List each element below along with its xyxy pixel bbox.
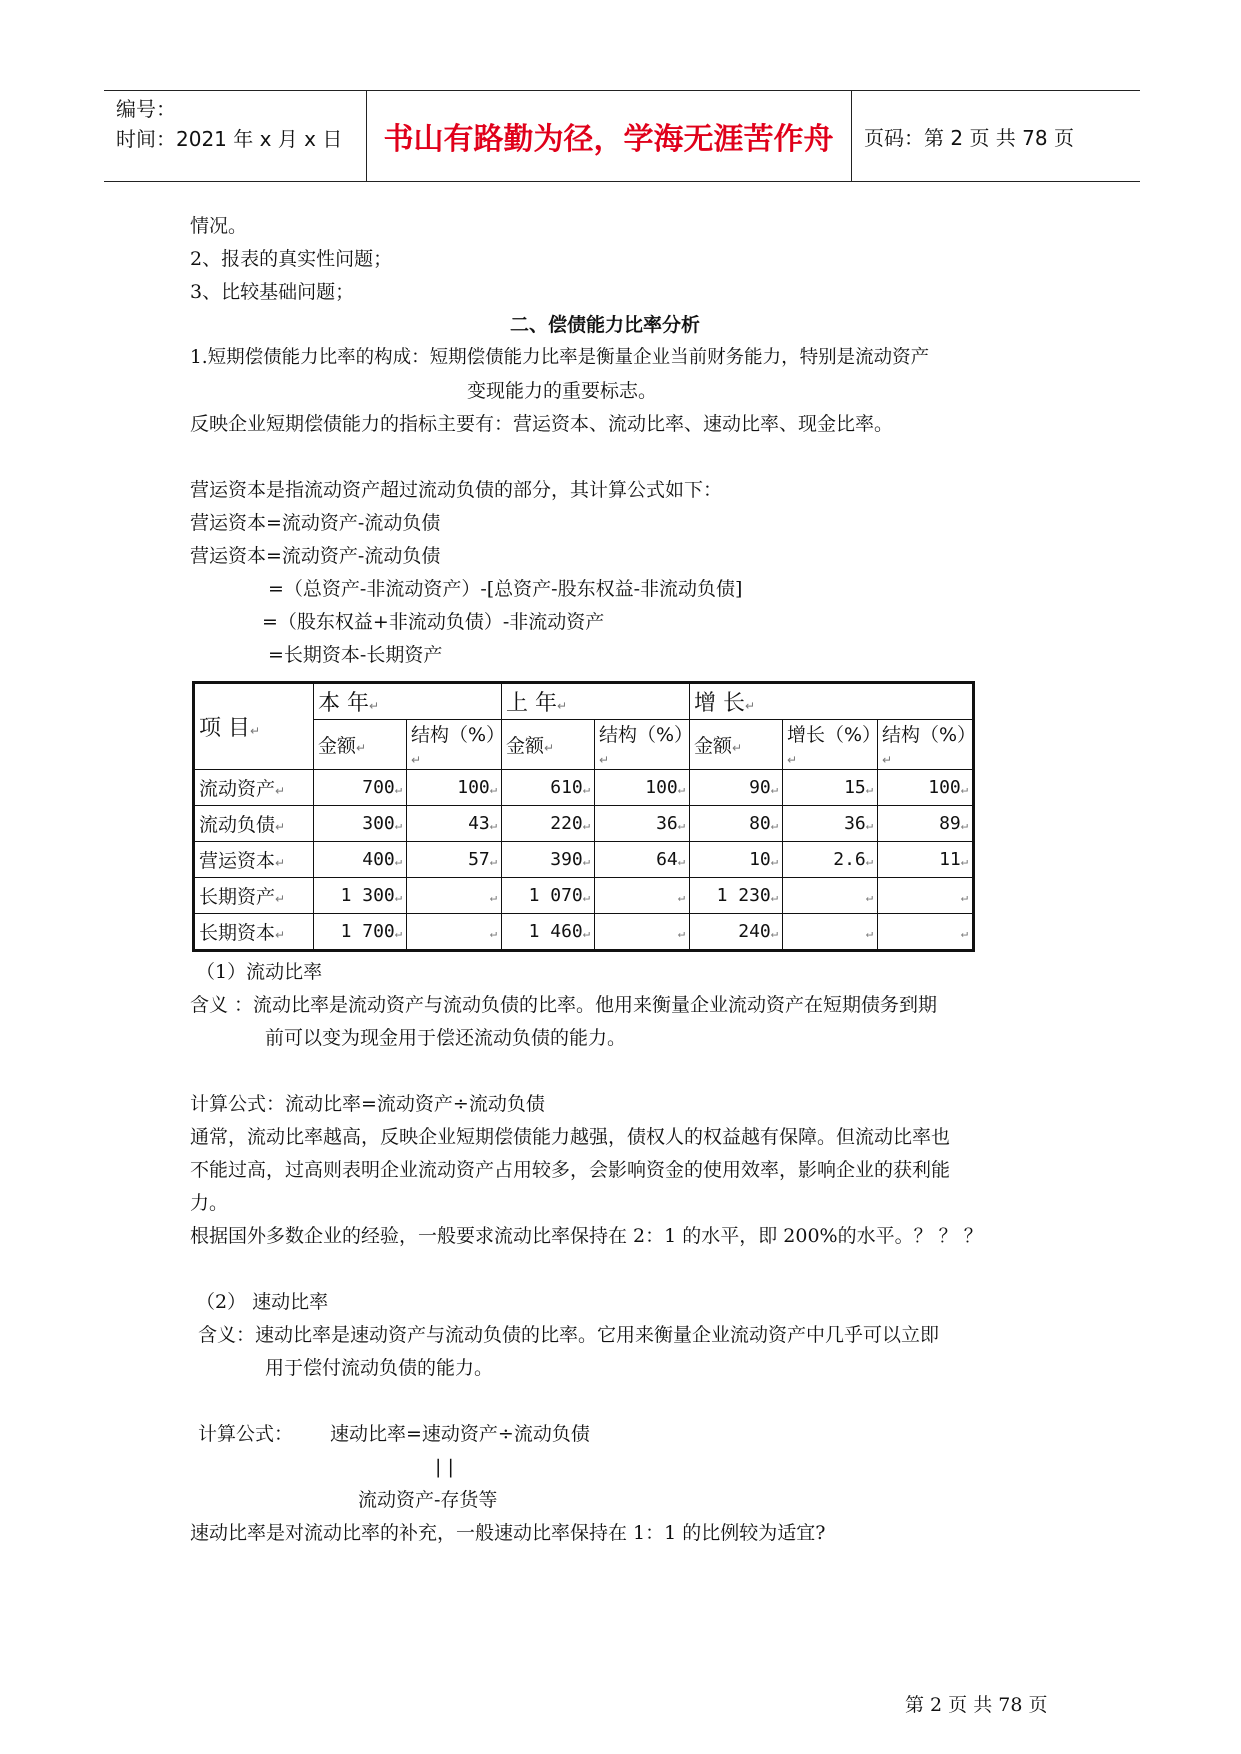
table-cell: 240↵ [690, 914, 783, 951]
paragraph: 变现能力的重要标志。 [467, 380, 658, 402]
header-motto: 书山有路勤为径，学海无涯苦作舟 [383, 122, 834, 157]
paragraph: 力。 [190, 1192, 229, 1214]
formula-label: 计算公式： [198, 1423, 294, 1445]
formula: 营运资本=流动资产-流动负债 [190, 512, 441, 534]
document-number-label: 编号： [116, 97, 176, 121]
paragraph: 反映企业短期偿债能力的指标主要有：营运资本、流动比率、速动比率、现金比率。 [190, 413, 894, 435]
table-header-item: 项 目↵ [194, 683, 314, 770]
formula: 速动比率=速动资产÷流动负债 [330, 1423, 590, 1445]
row-label: 营运资本↵ [194, 842, 314, 878]
table-cell: 64↵ [595, 842, 690, 878]
table-cell: 610↵ [502, 770, 595, 806]
page-footer: 第 2 页 共 78 页 [905, 1694, 1048, 1716]
table-cell: 15↵ [783, 770, 878, 806]
table-cell: ↵ [783, 914, 878, 951]
table-header-this-year: 本 年↵ [314, 683, 502, 720]
table-cell: 1 230↵ [690, 878, 783, 914]
table-row [194, 914, 974, 951]
paragraph: 前可以变为现金用于偿还流动负债的能力。 [265, 1027, 627, 1049]
table-cell: 390↵ [502, 842, 595, 878]
table-cell: ↵ [783, 878, 878, 914]
subheading: （2） 速动比率 [196, 1291, 329, 1313]
table-cell: 36↵ [595, 806, 690, 842]
table-cell: 89↵ [878, 806, 974, 842]
header-page-number: 页码：第 2 页 共 78 页 [864, 125, 1074, 150]
table-header-structure: 结构（%）↵ [878, 720, 974, 770]
table-cell: 10↵ [690, 842, 783, 878]
table-cell: 700↵ [314, 770, 407, 806]
formula: =长期资本-长期资产 [268, 644, 443, 666]
header-meta [116, 94, 342, 154]
table-cell: 300↵ [314, 806, 407, 842]
table-cell: 1 070↵ [502, 878, 595, 914]
table-header-amount: 金额↵ [502, 720, 595, 770]
row-label: 流动资产↵ [194, 770, 314, 806]
formula: 计算公式：流动比率=流动资产÷流动负债 [190, 1093, 545, 1115]
header-divider [851, 90, 852, 182]
paragraph: 用于偿付流动负债的能力。 [265, 1357, 494, 1379]
table-row [194, 842, 974, 878]
section-heading: 二、偿债能力比率分析 [510, 314, 701, 336]
table-header-amount: 金额↵ [314, 720, 407, 770]
formula: =（股东权益+非流动负债）-非流动资产 [262, 611, 605, 633]
paragraph: 情况。 [190, 215, 248, 237]
table-cell: ↵ [407, 878, 502, 914]
table-cell: 43↵ [407, 806, 502, 842]
paragraph: 1.短期偿债能力比率的构成：短期偿债能力比率是衡量企业当前财务能力，特别是流动资产 [190, 347, 930, 368]
formula: 流动资产-存货等 [358, 1489, 498, 1511]
paragraph: 3、比较基础问题； [190, 281, 355, 303]
table-header-last-year: 上 年↵ [502, 683, 690, 720]
table-header-structure: 结构（%）↵ [407, 720, 502, 770]
table-row [194, 878, 974, 914]
table-cell: ↵ [878, 914, 974, 951]
table-cell: 1 300↵ [314, 878, 407, 914]
table-row [194, 770, 974, 806]
row-label: 流动负债↵ [194, 806, 314, 842]
table-cell: 100↵ [407, 770, 502, 806]
paragraph: 通常，流动比率越高，反映企业短期偿债能力越强，债权人的权益越有保障。但流动比率也 [190, 1126, 951, 1148]
table-cell: 1 460↵ [502, 914, 595, 951]
formula: 营运资本=流动资产-流动负债 [190, 545, 441, 567]
table-cell: 80↵ [690, 806, 783, 842]
table-cell: 11↵ [878, 842, 974, 878]
table-row [194, 806, 974, 842]
document-date: 时间：2021 年 x 月 x 日 [116, 127, 343, 151]
paragraph: 不能过高，过高则表明企业流动资产占用较多，会影响资金的使用效率，影响企业的获利能 [190, 1159, 951, 1181]
table-cell: ↵ [595, 914, 690, 951]
subheading: （1）流动比率 [196, 961, 323, 983]
page-header [104, 90, 1140, 182]
paragraph: 含义：速动比率是速动资产与流动负债的比率。它用来衡量企业流动资产中几乎可以立即 [198, 1324, 940, 1346]
table-cell: 1 700↵ [314, 914, 407, 951]
paragraph: 营运资本是指流动资产超过流动负债的部分，其计算公式如下： [190, 479, 723, 501]
table-cell: ↵ [407, 914, 502, 951]
paragraph: 2、报表的真实性问题； [190, 248, 393, 270]
row-label: 长期资产↵ [194, 878, 314, 914]
table-cell: 2.6↵ [783, 842, 878, 878]
table-header-amount: 金额↵ [690, 720, 783, 770]
table-cell: 57↵ [407, 842, 502, 878]
table-header-structure: 结构（%）↵ [595, 720, 690, 770]
working-capital-table [192, 681, 975, 952]
table-cell: 90↵ [690, 770, 783, 806]
formula: =（总资产-非流动资产）-[总资产-股东权益-非流动负债] [268, 578, 743, 600]
table-cell: 100↵ [878, 770, 974, 806]
table-cell: ↵ [878, 878, 974, 914]
table-header-growth-rate: 增长（%）↵ [783, 720, 878, 770]
table-cell: 36↵ [783, 806, 878, 842]
paragraph: 根据国外多数企业的经验，一般要求流动比率保持在 2：1 的水平，即 200%的水平。？ ？ ？ [190, 1225, 983, 1247]
table-header-growth: 增 长↵ [690, 683, 974, 720]
table-cell: 100↵ [595, 770, 690, 806]
table-cell: 400↵ [314, 842, 407, 878]
table-cell: 220↵ [502, 806, 595, 842]
formula-connector: | | [435, 1456, 454, 1478]
paragraph: 速动比率是对流动比率的补充，一般速动比率保持在 1：1 的比例较为适宜? [190, 1522, 826, 1544]
row-label: 长期资本↵ [194, 914, 314, 951]
paragraph: 含义 ：流动比率是流动资产与流动负债的比率。他用来衡量企业流动资产在短期债务到期 [190, 994, 938, 1016]
table-cell: ↵ [595, 878, 690, 914]
